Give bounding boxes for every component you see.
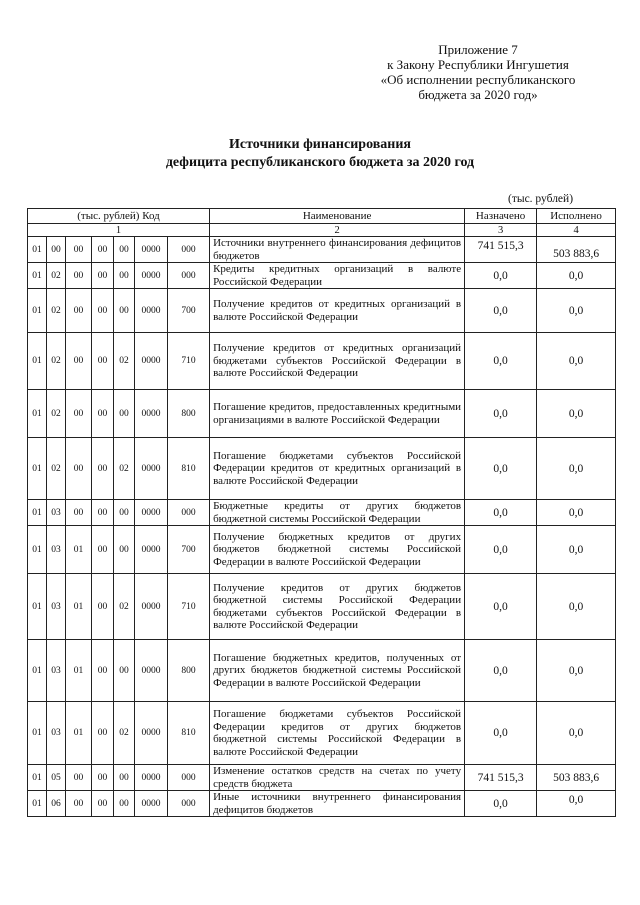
name-cell: Погашение бюджетами субъектов Российской Федерации кредитов от кредитных организаций в валюте Российской Федерации: [210, 438, 465, 500]
code-cell: 01: [66, 702, 92, 765]
planned-value: 0,0: [493, 506, 508, 519]
code-cell: 01: [66, 574, 92, 640]
code-cell: 00: [92, 765, 114, 791]
name-cell: Получение бюджетных кредитов от других бюджетов бюджетной системы Российской Федерации в валюте Российской Федерации: [210, 526, 465, 574]
header-row: [28, 209, 616, 224]
code-cell: 00: [92, 438, 114, 500]
code-cell: 00: [92, 289, 114, 333]
appendix-line: к Закону Республики Ингушетия: [387, 57, 569, 72]
table-row: [28, 765, 616, 791]
code-cell: 00: [114, 640, 135, 702]
code-cell: 00: [114, 526, 135, 574]
executed-cell: [537, 702, 616, 765]
executed-value: 503 883,6: [553, 771, 600, 784]
planned-cell: [465, 289, 537, 333]
executed-cell: [537, 438, 616, 500]
code-cell: 0000: [135, 500, 168, 526]
code-cell: 0000: [135, 390, 168, 438]
table-row: [28, 438, 616, 500]
title-line: Источники финансирования: [229, 137, 411, 152]
code-cell: 00: [114, 390, 135, 438]
code-cell: 05: [47, 765, 66, 791]
code-cell: 03: [47, 574, 66, 640]
code-cell: 00: [114, 289, 135, 333]
code-cell: 700: [168, 289, 210, 333]
document-title: [0, 136, 640, 172]
code-cell: 0000: [135, 702, 168, 765]
planned-cell: [465, 263, 537, 289]
code-cell: 00: [92, 237, 114, 263]
code-cell: 000: [168, 791, 210, 817]
code-cell: 01: [28, 640, 47, 702]
code-cell: 810: [168, 702, 210, 765]
code-cell: 00: [66, 237, 92, 263]
code-cell: 01: [28, 333, 47, 390]
name-cell: Получение кредитов от кредитных организаций бюджетами субъектов Российской Федерации в валюте Российской Федерации: [210, 333, 465, 390]
planned-value: 741 515,3: [477, 239, 524, 252]
executed-cell: [537, 263, 616, 289]
name-cell: Кредиты кредитных организаций в валюте Российской Федерации: [210, 263, 465, 289]
column-number: 2: [210, 224, 465, 237]
column-number-row: [28, 224, 616, 237]
table-row: [28, 574, 616, 640]
code-cell: 01: [28, 438, 47, 500]
planned-value: 0,0: [493, 304, 508, 317]
table-row: [28, 390, 616, 438]
code-cell: 00: [47, 237, 66, 263]
code-cell: 000: [168, 263, 210, 289]
code-cell: 03: [47, 500, 66, 526]
code-cell: 01: [28, 526, 47, 574]
column-number: 1: [28, 224, 210, 237]
code-cell: 02: [114, 438, 135, 500]
financing-table: [27, 208, 616, 817]
code-cell: 00: [92, 526, 114, 574]
table-row: [28, 640, 616, 702]
planned-cell: [465, 438, 537, 500]
planned-value: 0,0: [493, 664, 508, 677]
code-cell: 0000: [135, 438, 168, 500]
code-cell: 00: [92, 640, 114, 702]
code-cell: 0000: [135, 289, 168, 333]
code-cell: 01: [28, 237, 47, 263]
executed-cell: [537, 289, 616, 333]
code-cell: 02: [47, 438, 66, 500]
executed-value: 0,0: [568, 600, 584, 613]
code-cell: 00: [114, 791, 135, 817]
column-number: 3: [465, 224, 537, 237]
code-cell: 01: [28, 574, 47, 640]
code-cell: 0000: [135, 333, 168, 390]
code-cell: 0000: [135, 526, 168, 574]
code-cell: 00: [66, 333, 92, 390]
executed-cell: [537, 333, 616, 390]
planned-column-header: Назначено: [465, 209, 537, 224]
code-cell: 00: [66, 390, 92, 438]
appendix-line: Приложение 7: [438, 42, 518, 57]
code-cell: 00: [92, 390, 114, 438]
planned-cell: [465, 791, 537, 817]
code-cell: 00: [66, 765, 92, 791]
planned-value: 0,0: [493, 462, 508, 475]
code-cell: 000: [168, 765, 210, 791]
code-cell: 02: [47, 289, 66, 333]
code-cell: 00: [92, 333, 114, 390]
code-cell: 02: [114, 333, 135, 390]
name-cell: Получение кредитов от кредитных организаций в валюте Российской Федерации: [210, 289, 465, 333]
code-cell: 800: [168, 390, 210, 438]
code-cell: 0000: [135, 237, 168, 263]
code-cell: 00: [66, 791, 92, 817]
planned-value: 0,0: [493, 269, 508, 282]
name-column-header: Наименование: [210, 209, 465, 224]
executed-value: 0,0: [568, 793, 584, 806]
executed-cell: [537, 640, 616, 702]
code-cell: 02: [47, 333, 66, 390]
executed-value: 0,0: [568, 506, 584, 519]
code-cell: 01: [28, 791, 47, 817]
code-cell: 000: [168, 237, 210, 263]
table-row: [28, 263, 616, 289]
code-cell: 00: [92, 702, 114, 765]
code-cell: 00: [92, 574, 114, 640]
executed-value: 0,0: [568, 407, 584, 420]
code-cell: 710: [168, 333, 210, 390]
planned-value: 0,0: [493, 407, 508, 420]
code-cell: 01: [28, 500, 47, 526]
column-number: 4: [537, 224, 616, 237]
code-cell: 800: [168, 640, 210, 702]
code-cell: 01: [66, 640, 92, 702]
executed-value: 503 883,6: [553, 247, 600, 260]
code-cell: 710: [168, 574, 210, 640]
planned-cell: [465, 640, 537, 702]
code-cell: 00: [66, 500, 92, 526]
planned-value: 0,0: [493, 543, 508, 556]
executed-value: 0,0: [568, 543, 584, 556]
code-cell: 00: [114, 237, 135, 263]
name-cell: Погашение бюджетами субъектов Российской Федерации кредитов от других бюджетов бюджетной системы Российской Федерации в валюте Российской Федерации: [210, 702, 465, 765]
planned-cell: [465, 702, 537, 765]
planned-cell: [465, 765, 537, 791]
code-cell: 01: [66, 526, 92, 574]
planned-cell: [465, 574, 537, 640]
planned-value: 0,0: [493, 797, 508, 810]
planned-value: 0,0: [493, 355, 508, 367]
executed-value: 0,0: [568, 304, 584, 317]
planned-value: 0,0: [493, 600, 508, 613]
table-row: [28, 333, 616, 390]
planned-value: 741 515,3: [477, 771, 524, 784]
executed-cell: [537, 390, 616, 438]
code-cell: 0000: [135, 640, 168, 702]
code-cell: 01: [28, 263, 47, 289]
executed-cell: [537, 791, 616, 817]
planned-cell: [465, 526, 537, 574]
code-cell: 03: [47, 702, 66, 765]
code-cell: 00: [92, 791, 114, 817]
executed-value: 0,0: [568, 664, 584, 677]
name-cell: Получение кредитов от других бюджетов бюджетной системы Российской Федерации бюджетами субъектов Российской Федерации в валюте Российской Федерации: [210, 574, 465, 640]
code-cell: 01: [28, 765, 47, 791]
code-cell: 0000: [135, 263, 168, 289]
code-cell: 03: [47, 640, 66, 702]
planned-cell: [465, 333, 537, 390]
executed-cell: [537, 765, 616, 791]
table-row: [28, 791, 616, 817]
executed-cell: [537, 500, 616, 526]
code-cell: 00: [92, 500, 114, 526]
table-row: [28, 500, 616, 526]
executed-cell: [537, 574, 616, 640]
code-cell: 01: [28, 289, 47, 333]
executed-value: 0,0: [568, 269, 584, 282]
name-cell: Погашение кредитов, предоставленных кредитными организациями в валюте Российской Федерации: [210, 390, 465, 438]
code-cell: 03: [47, 526, 66, 574]
planned-cell: [465, 500, 537, 526]
appendix-line: «Об исполнении республиканского: [380, 72, 576, 87]
code-cell: 01: [28, 702, 47, 765]
code-cell: 00: [92, 263, 114, 289]
table-row: [28, 526, 616, 574]
executed-value: 0,0: [568, 727, 584, 739]
executed-cell: [537, 526, 616, 574]
executed-cell: [537, 237, 616, 263]
code-cell: 00: [66, 438, 92, 500]
executed-value: 0,0: [568, 355, 584, 367]
table-row: [28, 289, 616, 333]
name-cell: Погашение бюджетных кредитов, полученных от других бюджетов бюджетной системы Российской Федерации в валюте Российской Федерации: [210, 640, 465, 702]
name-cell: Изменение остатков средств на счетах по учету средств бюджета: [210, 765, 465, 791]
code-cell: 06: [47, 791, 66, 817]
table-row: [28, 702, 616, 765]
units-note: (тыс. рублей): [508, 193, 574, 205]
name-cell: Иные источники внутреннего финансирования дефицитов бюджетов: [210, 791, 465, 817]
code-cell: 000: [168, 500, 210, 526]
planned-value: 0,0: [493, 727, 508, 739]
code-cell: 02: [47, 263, 66, 289]
table-row: [28, 237, 616, 263]
code-cell: 0000: [135, 574, 168, 640]
code-cell: 00: [114, 500, 135, 526]
code-cell: 00: [114, 765, 135, 791]
name-cell: Источники внутреннего финансирования дефицитов бюджетов: [210, 237, 465, 263]
code-cell: 0000: [135, 791, 168, 817]
title-line: дефицита республиканского бюджета за 2020 год: [165, 155, 475, 170]
code-cell: 02: [114, 702, 135, 765]
code-cell: 00: [114, 263, 135, 289]
code-cell: 0000: [135, 765, 168, 791]
code-cell: 00: [66, 263, 92, 289]
code-cell: 700: [168, 526, 210, 574]
appendix-line: бюджета за 2020 год»: [418, 87, 538, 102]
code-cell: 810: [168, 438, 210, 500]
code-column-header: (тыс. рублей) Код: [28, 209, 210, 224]
code-cell: 00: [66, 289, 92, 333]
executed-column-header: Исполнено: [537, 209, 616, 224]
code-cell: 02: [114, 574, 135, 640]
appendix-note: [358, 42, 598, 102]
planned-cell: [465, 237, 537, 263]
code-cell: 01: [28, 390, 47, 438]
code-cell: 02: [47, 390, 66, 438]
executed-value: 0,0: [568, 462, 584, 475]
name-cell: Бюджетные кредиты от других бюджетов бюджетной системы Российской Федерации: [210, 500, 465, 526]
planned-cell: [465, 390, 537, 438]
